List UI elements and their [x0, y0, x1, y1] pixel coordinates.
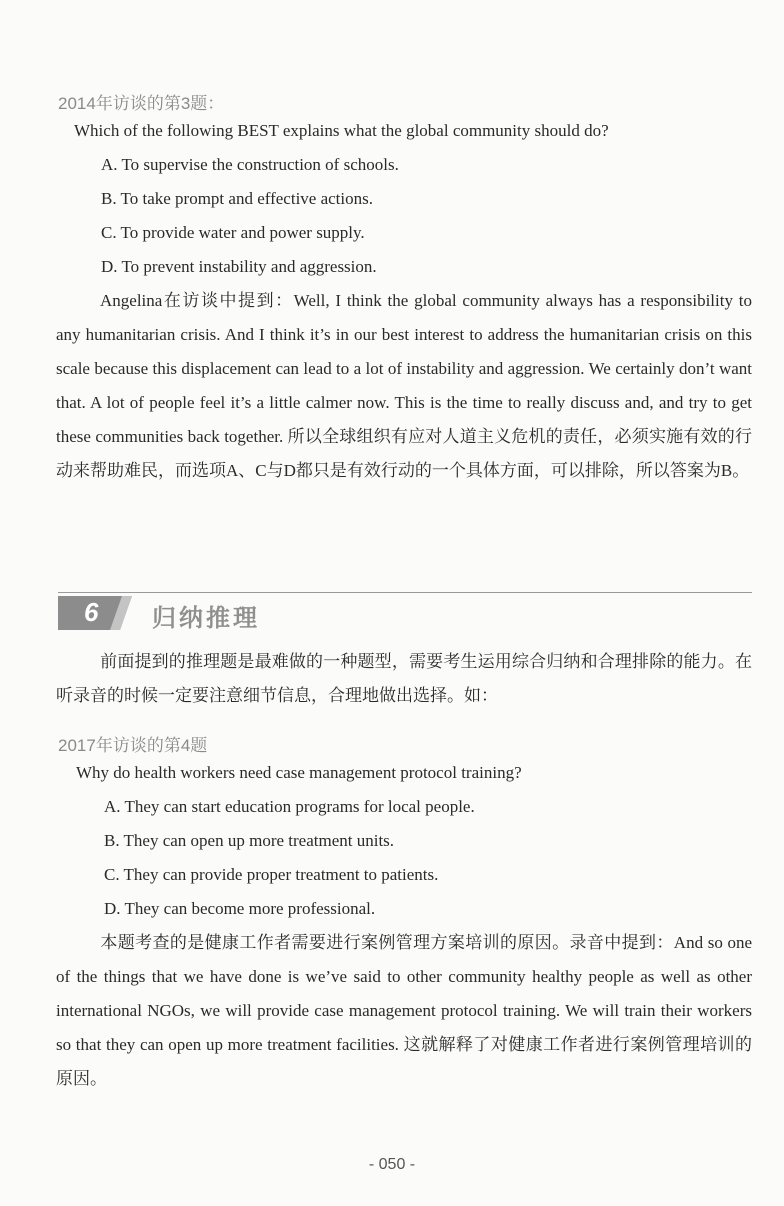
question-text: Why do health workers need case management protocol training? [76, 763, 522, 782]
option-b: B. To take prompt and effective actions. [101, 189, 373, 208]
page-number: - 050 - [368, 1156, 416, 1173]
question-source-label: 2014年访谈的第3题： [58, 94, 225, 113]
explanation-text: Angelina在访谈中提到：Well, I think the global community always has a responsibility to any humanitarian crisis. And I think it’s in our best interest to address the humanitarian crisis on this scale because this displacement can lead to a lot of instability and aggression. We certainly don’t want that. A lot of people feel it’s a little calmer now. This is the time to really discuss and, and try to get these communities back together. 所以全球组织有应对人道主义危机的责任，必须实施有效的行动来帮助难民，而选项A、C与D都只是有效行动的一个具体方面，可以排除，所以答案为B。 [56, 291, 752, 480]
option-d: D. To prevent instability and aggression. [101, 257, 377, 276]
option-d: D. They can become more professional. [104, 899, 376, 918]
explanation-paragraph [56, 284, 752, 488]
section-number: 6 [84, 597, 99, 627]
option-b: B. They can open up more treatment units. [104, 831, 395, 850]
option-a: A. To supervise the construction of schools. [101, 155, 399, 174]
explanation-text: 本题考查的是健康工作者需要进行案例管理方案培训的原因。录音中提到：And so one of the things that we have done is we’ve said to other community healthy people as well as other international NGOs, we will provide case management protocol training. We will train their workers so that they can open up more treatment facilities. 这就解释了对健康工作者进行案例管理培训的原因。 [56, 933, 752, 1088]
section-title: 归纳推理 [152, 604, 260, 632]
option-c: C. They can provide proper treatment to patients. [104, 865, 439, 884]
section-divider [58, 592, 752, 593]
intro-paragraph [56, 645, 752, 713]
option-a: A. They can start education programs for local people. [104, 797, 475, 816]
section-number-badge [58, 596, 132, 630]
question-source-label: 2017年访谈的第4题 [58, 736, 208, 755]
option-c: C. To provide water and power supply. [101, 223, 365, 242]
intro-text: 前面提到的推理题是最难做的一种题型，需要考生运用综合归纳和合理排除的能力。在听录音的时候一定要注意细节信息，合理地做出选择。如： [56, 652, 752, 705]
question-text: Which of the following BEST explains what the global community should do? [74, 121, 609, 140]
explanation-paragraph [56, 926, 752, 1096]
